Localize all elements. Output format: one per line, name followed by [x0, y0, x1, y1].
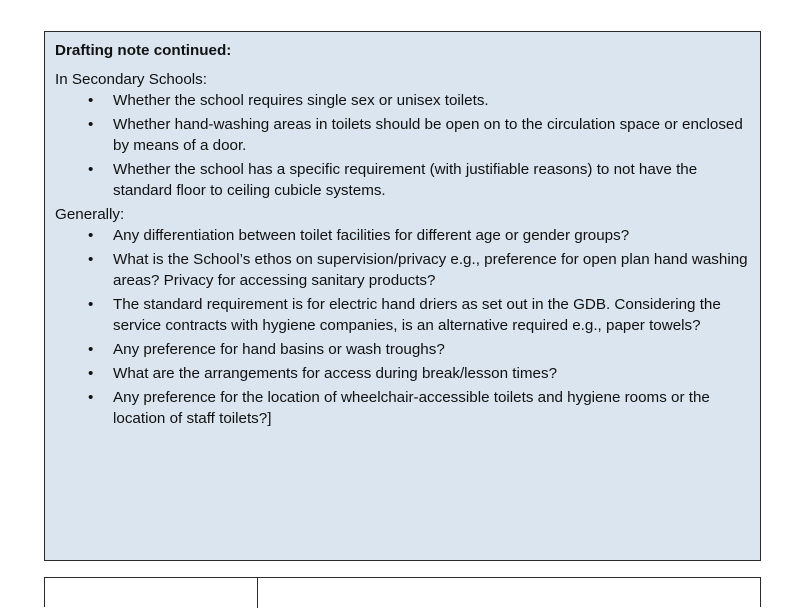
list-item: • Whether hand-washing areas in toilets should be open on to the circulation space or enclosed by means of a door.: [55, 114, 751, 156]
drafting-note-box: [44, 31, 761, 561]
generally-label: Generally:: [55, 206, 125, 223]
list-item: • Any preference for hand basins or wash troughs?: [55, 339, 751, 360]
drafting-note-heading: Drafting note continued:: [55, 42, 232, 59]
table-column-divider: [257, 578, 258, 608]
table-top-edge: [44, 577, 761, 607]
secondary-schools-list: [55, 90, 751, 201]
list-item: • The standard requirement is for electric hand driers as set out in the GDB. Considering the service contracts with hygiene companies, is an alternative required e.g., paper towels?: [55, 294, 751, 336]
list-item: • Any preference for the location of wheelchair-accessible toilets and hygiene rooms or the location of staff toilets?]: [55, 387, 751, 429]
generally-list: [55, 225, 751, 429]
list-item: • What are the arrangements for access during break/lesson times?: [55, 363, 751, 384]
list-item: • Any differentiation between toilet facilities for different age or gender groups?: [55, 225, 751, 246]
list-item: • Whether the school requires single sex or unisex toilets.: [55, 90, 751, 111]
secondary-schools-label: In Secondary Schools:: [55, 71, 207, 88]
list-item: • What is the School’s ethos on supervision/privacy e.g., preference for open plan hand washing areas? Privacy for accessing sanitary products?: [55, 249, 751, 291]
list-item: • Whether the school has a specific requirement (with justifiable reasons) to not have the standard floor to ceiling cubicle systems.: [55, 159, 751, 201]
